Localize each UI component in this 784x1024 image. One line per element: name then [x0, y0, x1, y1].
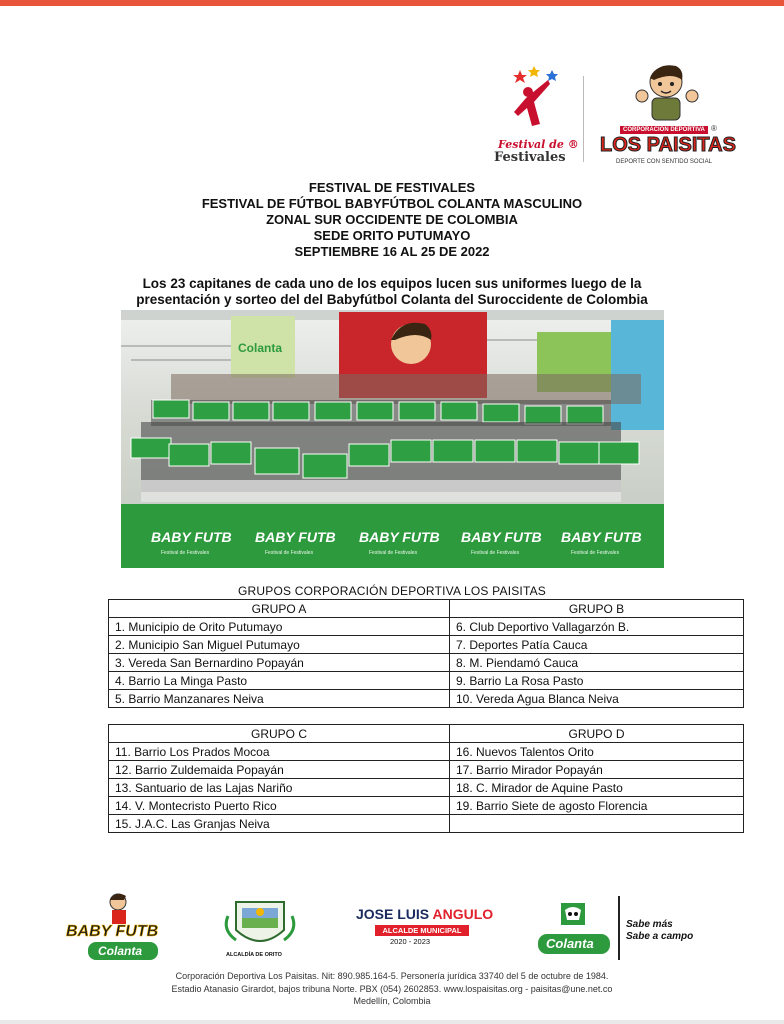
paisitas-mascot-icon	[598, 60, 738, 126]
colanta-logo	[536, 900, 696, 958]
svg-text:Colanta: Colanta	[546, 936, 594, 951]
babyfutbol-logo	[64, 890, 164, 966]
colanta-slogan-1: Sabe más	[626, 919, 673, 930]
team-cell: 17. Barrio Mirador Popayán	[450, 761, 744, 779]
svg-text:Festival de Festivales: Festival de Festivales	[369, 550, 418, 556]
svg-text:BABY FUTB: BABY FUTB	[151, 529, 232, 545]
festival-logo-line2: Festivales	[494, 150, 566, 165]
alcaldia-orito-logo	[222, 896, 298, 964]
team-cell: 11. Barrio Los Prados Mocoa	[109, 743, 450, 761]
table-row	[109, 743, 744, 761]
team-cell: 3. Vereda San Bernardino Popayán	[109, 654, 450, 672]
svg-text:Festival de Festivales: Festival de Festivales	[161, 550, 210, 556]
paisitas-tagline: DEPORTE CON SENTIDO SOCIAL	[616, 159, 712, 165]
table-row	[109, 797, 744, 815]
svg-text:Festival de Festivales: Festival de Festivales	[471, 550, 520, 556]
table-row	[109, 618, 744, 636]
bottom-bar	[0, 1020, 784, 1024]
group-d-header: GRUPO D	[450, 725, 744, 743]
svg-text:BABY FUTB: BABY FUTB	[359, 529, 440, 545]
title-line-3: ZONAL SUR OCCIDENTE DE COLOMBIA	[266, 212, 518, 227]
table-header-row	[109, 600, 744, 618]
team-cell: 1. Municipio de Orito Putumayo	[109, 618, 450, 636]
group-b-header: GRUPO B	[450, 600, 744, 618]
mayor-years: 2020 - 2023	[390, 937, 431, 946]
festival-figure-icon	[490, 64, 576, 138]
paisitas-corp-label: CORPORACIÓN DEPORTIVA	[620, 126, 708, 134]
table-row	[109, 761, 744, 779]
title-line-5: SEPTIEMBRE 16 AL 25 DE 2022	[294, 244, 490, 259]
team-cell	[450, 815, 744, 833]
team-cell: 16. Nuevos Talentos Orito	[450, 743, 744, 761]
svg-text:BABY FUTB: BABY FUTB	[561, 529, 642, 545]
team-cell: 18. C. Mirador de Aquine Pasto	[450, 779, 744, 797]
title-line-1: FESTIVAL DE FESTIVALES	[308, 180, 476, 195]
table-row	[109, 672, 744, 690]
mayor-first-name: JOSE LUIS	[356, 906, 430, 922]
mayor-role: ALCALDE MUNICIPAL	[375, 925, 469, 936]
team-cell: 9. Barrio La Rosa Pasto	[450, 672, 744, 690]
svg-text:Festival de Festivales: Festival de Festivales	[265, 550, 314, 556]
groups-title: GRUPOS CORPORACIÓN DEPORTIVA LOS PAISITAS	[237, 584, 547, 598]
table-row	[109, 636, 744, 654]
team-cell: 14. V. Montecristo Puerto Rico	[109, 797, 450, 815]
photo-caption: Los 23 capitanes de cada uno de los equipos lucen sus uniformes luego de la presentación y sorteo del del Babyfútbol Colanta del Suroccidente de Colombia	[136, 276, 648, 307]
svg-text:BABY FUTB: BABY FUTB	[66, 923, 159, 940]
footer-line-2: Estadio Atanasio Girardot, bajos tribuna Norte. PBX (054) 2602853. www.lospaisitas.org - paisitas@une.net.co	[171, 983, 613, 994]
svg-text:Colanta: Colanta	[98, 944, 143, 958]
group-a-header: GRUPO A	[109, 600, 450, 618]
team-cell: 19. Barrio Siete de agosto Florencia	[450, 797, 744, 815]
document-title-block	[140, 180, 644, 260]
alcaldia-label: ALCALDÍA DE ORITO	[226, 952, 282, 958]
table-row	[109, 690, 744, 708]
footer-address	[120, 970, 664, 1008]
colanta-divider	[618, 896, 620, 960]
mayor-name	[356, 906, 493, 922]
team-captains-photo	[121, 310, 664, 568]
paisitas-registered-mark: ®	[711, 124, 717, 133]
top-accent-bar	[0, 0, 784, 6]
groups-table-cd	[108, 724, 744, 833]
team-cell: 5. Barrio Manzanares Neiva	[109, 690, 450, 708]
team-cell: 13. Santuario de las Lajas Nariño	[109, 779, 450, 797]
team-cell: 7. Deportes Patía Cauca	[450, 636, 744, 654]
footer-line-1: Corporación Deportiva Los Paisitas. Nit: 890.985.164-5. Personería jurídica 33740 del 5 de octubre de 1984.	[175, 971, 609, 981]
table-row	[109, 654, 744, 672]
team-cell: 4. Barrio La Minga Pasto	[109, 672, 450, 690]
team-cell: 6. Club Deportivo Vallagarzón B.	[450, 618, 744, 636]
title-line-2: FESTIVAL DE FÚTBOL BABYFÚTBOL COLANTA MASCULINO	[201, 196, 583, 211]
table-row	[109, 815, 744, 833]
svg-text:BABY FUTB: BABY FUTB	[255, 529, 336, 545]
mayor-last-name: ANGULO	[432, 906, 494, 922]
svg-text:Colanta: Colanta	[238, 341, 283, 355]
paisitas-name: LOS PAISITAS	[600, 134, 736, 156]
colanta-slogan-2: Sabe a campo	[626, 931, 694, 942]
team-cell: 10. Vereda Agua Blanca Neiva	[450, 690, 744, 708]
footer-line-3: Medellín, Colombia	[353, 996, 431, 1006]
logo-divider	[583, 76, 584, 162]
team-cell: 8. M. Piendamó Cauca	[450, 654, 744, 672]
festival-logo-line1: Festival de ®	[498, 138, 579, 151]
title-line-4: SEDE ORITO PUTUMAYO	[313, 228, 471, 243]
alcalde-logo	[352, 906, 494, 952]
los-paisitas-logo	[598, 60, 738, 170]
groups-table-ab	[108, 599, 744, 708]
svg-text:Festival de Festivales: Festival de Festivales	[571, 550, 620, 556]
svg-text:BABY FUTB: BABY FUTB	[461, 529, 542, 545]
team-cell: 12. Barrio Zuldemaida Popayán	[109, 761, 450, 779]
festival-de-festivales-logo	[490, 64, 579, 165]
table-header-row	[109, 725, 744, 743]
team-cell: 2. Municipio San Miguel Putumayo	[109, 636, 450, 654]
team-cell: 15. J.A.C. Las Granjas Neiva	[109, 815, 450, 833]
group-c-header: GRUPO C	[109, 725, 450, 743]
table-row	[109, 779, 744, 797]
